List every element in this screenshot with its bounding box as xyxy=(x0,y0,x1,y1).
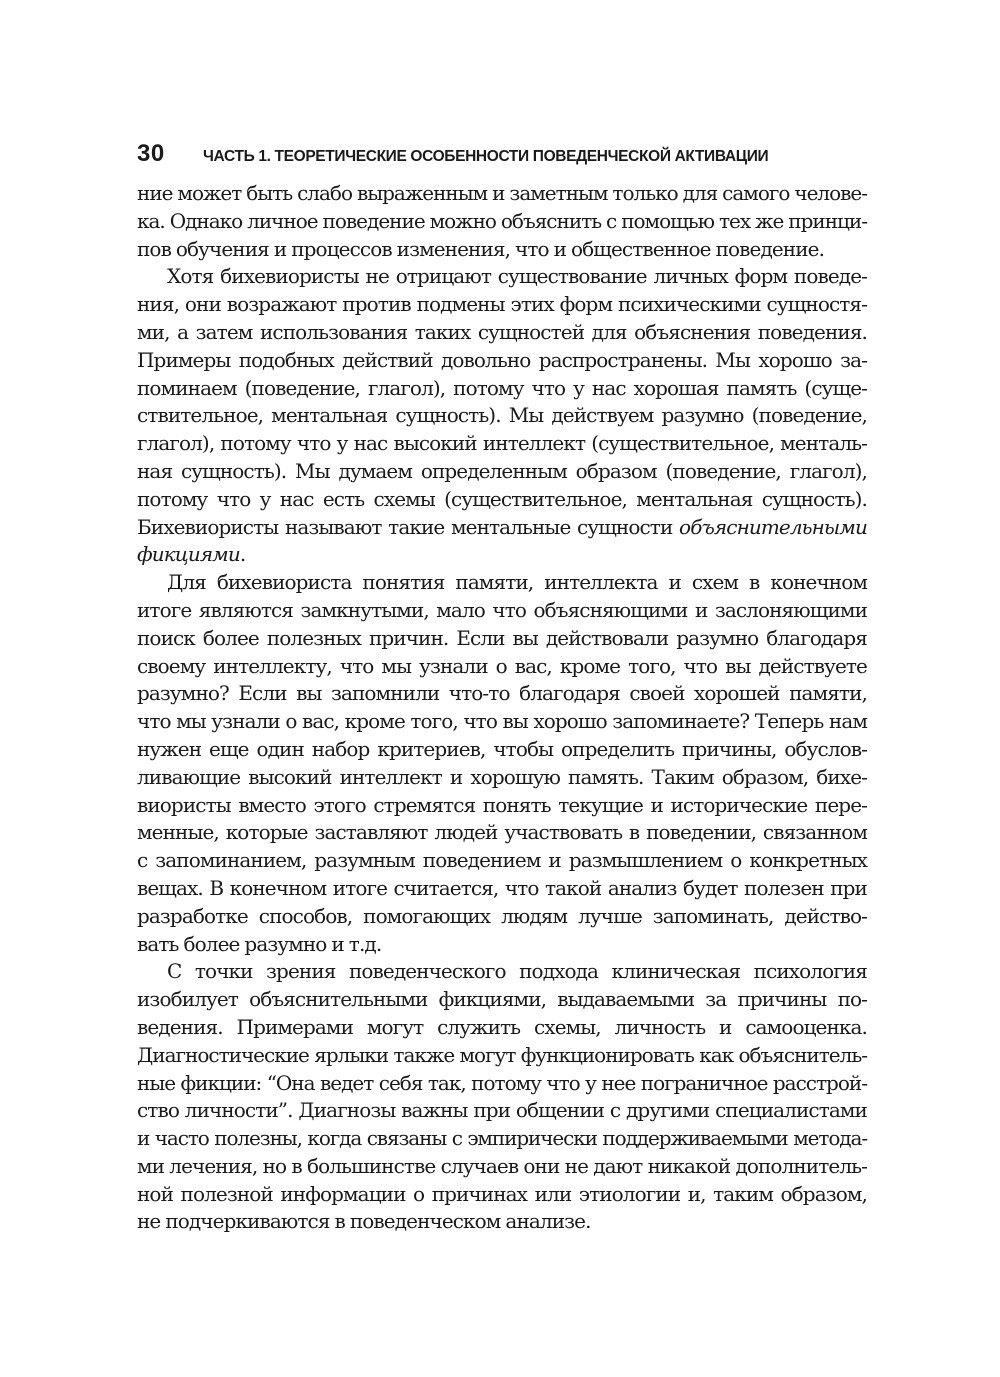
paragraph-2 xyxy=(137,263,867,569)
running-head: ЧАСТЬ 1. ТЕОРЕТИЧЕСКИЕ ОСОБЕННОСТИ ПОВЕДЕНЧЕСКОЙ АКТИВАЦИИ xyxy=(203,148,769,165)
text-line: Примеры подобных действий довольно распространены. Мы хорошо за- xyxy=(137,347,867,372)
text-line-mixed xyxy=(137,541,867,569)
text-line: Диагностические ярлыки также могут функционировать как объяснитель- xyxy=(137,1042,867,1067)
punctuation: . xyxy=(239,542,246,567)
text-line: не подчеркиваются в поведенческом анализе. xyxy=(137,1209,591,1234)
text-line: итоге являются замкнутыми, мало что объясняющими и заслоняющими xyxy=(137,597,867,622)
text-line: Хотя бихевиористы не отрицают существование личных форм поведе- xyxy=(167,264,867,289)
text-line: ние может быть слабо выраженным и заметным только для самого челове- xyxy=(137,181,867,205)
text-line: ми, а затем использования таких сущностей для объяснения поведения. xyxy=(137,319,867,344)
page-header xyxy=(137,140,867,168)
text-line: ка. Однако личное поведение можно объяснить с помощью тех же принци- xyxy=(137,208,867,233)
text-line: глагол), потому что у нас высокий интеллект (существительное, менталь- xyxy=(137,431,867,456)
text-line-mixed xyxy=(137,514,867,542)
text-line: С точки зрения поведенческого подхода клиническая психология xyxy=(167,959,867,984)
text-line: ная сущность). Мы думаем определенным образом (поведение, глагол), xyxy=(137,458,867,483)
text-line: своему интеллекту, что мы узнали о вас, кроме того, что вы действуете xyxy=(137,653,867,678)
text-line: ми лечения, но в большинстве случаев они не дают никакой дополнитель- xyxy=(137,1153,867,1178)
paragraph-1 xyxy=(137,180,867,263)
text-line: ство личности”. Диагнозы важны при общении с другими специалистами xyxy=(137,1098,867,1123)
text-line: ливающие высокий интеллект и хорошую память. Таким образом, бихе- xyxy=(137,764,867,789)
text-line: ствительное, ментальная сущность). Мы действуем разумно (поведение, xyxy=(137,403,867,428)
text-line: вещах. В конечном итоге считается, что такой анализ будет полезен при xyxy=(137,875,867,900)
paragraph-3 xyxy=(137,569,867,958)
text-line: потому что у нас есть схемы (существительное, ментальная сущность). xyxy=(137,486,867,511)
italic-term: объяснительными xyxy=(679,514,867,539)
text-line: вать более разумно и т.д. xyxy=(137,931,382,956)
text-line: ведения. Примерами могут служить схемы, личность и самооценка. xyxy=(137,1014,867,1039)
italic-term: фикциями xyxy=(137,542,240,567)
text-line: поминаем (поведение, глагол), потому что у нас хорошая память (суще- xyxy=(137,375,867,400)
text-line: с запоминанием, разумным поведением и размышлением о конкретных xyxy=(137,848,867,873)
text-line: ные фикции: “Она ведет себя так, потому что у нее пограничное расстрой- xyxy=(137,1070,867,1095)
text-line: Для бихевиориста понятия памяти, интеллекта и схем в конечном xyxy=(167,570,867,595)
text-line: и часто полезны, когда связаны с эмпирически поддерживаемыми метода- xyxy=(137,1126,867,1151)
text-line: поиск более полезных причин. Если вы действовали разумно благодаря xyxy=(137,625,867,650)
text-line: ной полезной информации о причинах или этиологии и, таким образом, xyxy=(137,1181,867,1206)
text-line: изобилует объяснительными фикциями, выдаваемыми за причины по- xyxy=(137,987,867,1012)
text-line: разработке способов, помогающих людям лучше запоминать, действо- xyxy=(137,903,867,928)
text-line: виористы вместо этого стремятся понять текущие и исторические пере- xyxy=(137,792,867,817)
page-number: 30 xyxy=(137,140,165,167)
body-text xyxy=(137,180,867,1236)
text-line: что мы узнали о вас, кроме того, что вы хорошо запоминаете? Теперь нам xyxy=(137,709,867,734)
text-segment: Бихевиористы называют такие ментальные сущности xyxy=(137,514,673,539)
text-line: менные, которые заставляют людей участвовать в поведении, связанном xyxy=(137,820,867,845)
text-line: нужен еще один набор критериев, чтобы определить причины, обуслов- xyxy=(137,736,867,761)
paragraph-4 xyxy=(137,958,867,1236)
text-line: разумно? Если вы запомнили что-то благодаря своей хорошей памяти, xyxy=(137,681,867,706)
text-line: ния, они возражают против подмены этих форм психическими сущностя- xyxy=(137,292,867,317)
text-line: пов обучения и процессов изменения, что и общественное поведение. xyxy=(137,236,825,261)
